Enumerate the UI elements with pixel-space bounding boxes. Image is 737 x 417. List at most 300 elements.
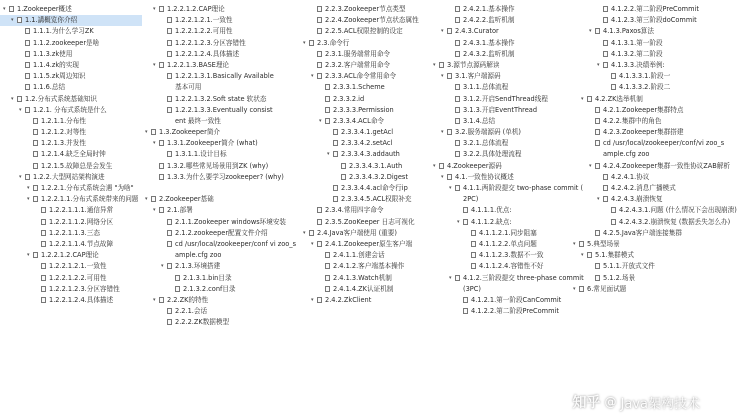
outline-item[interactable] bbox=[430, 161, 570, 172]
outline-item[interactable] bbox=[142, 49, 300, 60]
expand-arrow-icon[interactable]: ▾ bbox=[311, 296, 314, 303]
expand-arrow-icon[interactable]: ▾ bbox=[449, 274, 452, 281]
expand-arrow-icon[interactable]: ▾ bbox=[153, 140, 156, 147]
document-icon bbox=[41, 241, 46, 247]
outline-item-label: 1.2.1.2.对等性 bbox=[41, 128, 86, 137]
outline-item[interactable] bbox=[430, 26, 570, 37]
outline-item[interactable] bbox=[430, 183, 584, 194]
outline-item[interactable] bbox=[430, 38, 570, 49]
outline-item-label: 1.2.2.1.2.3.分区容错性 bbox=[49, 284, 120, 293]
outline-item[interactable] bbox=[570, 60, 720, 71]
outline-item[interactable] bbox=[570, 205, 737, 216]
outline-item[interactable] bbox=[0, 228, 142, 239]
expand-arrow-icon[interactable]: ▾ bbox=[153, 6, 156, 12]
outline-item[interactable] bbox=[430, 105, 570, 116]
outline-item[interactable] bbox=[430, 306, 570, 317]
outline-item[interactable] bbox=[570, 239, 720, 250]
outline-item-label: 1.2.2.1.分布式系统会遇 "为啥" bbox=[41, 184, 134, 192]
outline-item[interactable] bbox=[430, 228, 570, 239]
outline-item[interactable] bbox=[570, 273, 720, 284]
outline-item[interactable] bbox=[0, 26, 142, 37]
expand-arrow-icon[interactable]: ▾ bbox=[27, 185, 30, 191]
expand-arrow-icon[interactable]: ▾ bbox=[303, 229, 306, 236]
outline-item-label: 4.2.4.Zookeeper集群一致性协议ZAB解析 bbox=[603, 161, 731, 170]
document-icon bbox=[309, 230, 314, 236]
expand-arrow-icon[interactable]: ▾ bbox=[303, 39, 306, 46]
outline-item[interactable] bbox=[300, 94, 430, 105]
outline-item[interactable] bbox=[300, 194, 430, 205]
outline-item[interactable] bbox=[0, 250, 142, 261]
document-icon bbox=[471, 252, 476, 258]
outline-item-label: 4.1.2.3.第三阶段doCommit bbox=[611, 16, 697, 25]
outline-item[interactable] bbox=[430, 217, 570, 228]
document-icon bbox=[309, 40, 314, 46]
document-icon bbox=[455, 118, 460, 124]
document-icon bbox=[463, 207, 468, 213]
outline-item[interactable] bbox=[300, 71, 430, 82]
outline-item-label: 2.3.3.1.Scheme bbox=[333, 83, 385, 92]
document-icon bbox=[587, 96, 592, 102]
outline-item-label: 6.常见面试题 bbox=[587, 284, 627, 293]
outline-item-label: 2.1.部署 bbox=[167, 206, 193, 215]
outline-item[interactable] bbox=[142, 127, 300, 138]
outline-item[interactable] bbox=[142, 284, 300, 295]
document-icon bbox=[595, 129, 600, 135]
outline-item[interactable] bbox=[430, 4, 570, 15]
expand-arrow-icon[interactable]: ▾ bbox=[161, 263, 164, 270]
expand-arrow-icon[interactable]: ▾ bbox=[311, 73, 314, 80]
outline-item-label: 1.3.3.为什么要学习zookeeper? (why) bbox=[167, 172, 284, 181]
outline-item[interactable] bbox=[300, 273, 430, 284]
outline-item[interactable] bbox=[300, 4, 430, 15]
outline-item[interactable] bbox=[142, 94, 300, 105]
outline-item[interactable] bbox=[430, 49, 570, 60]
outline-item[interactable] bbox=[570, 26, 720, 37]
outline-item-label: 5.典型场景 bbox=[587, 239, 620, 248]
expand-arrow-icon[interactable]: ▾ bbox=[441, 129, 444, 136]
watermark-author: Java架构技术 bbox=[620, 396, 700, 412]
outline-item[interactable] bbox=[300, 38, 430, 49]
outline-item[interactable] bbox=[300, 172, 430, 183]
outline-item-label: 1.2.2.1.3.1.Basically Available bbox=[175, 72, 274, 81]
document-icon bbox=[603, 17, 608, 23]
expand-arrow-icon[interactable]: ▾ bbox=[319, 117, 322, 124]
outline-item-label: 1.2.2.1.3.3.Eventually consist bbox=[175, 105, 273, 114]
document-icon bbox=[595, 140, 600, 146]
outline-item-label: 4.2.3.Zookeeper集群搭建 bbox=[603, 128, 684, 137]
document-icon bbox=[167, 230, 172, 236]
outline-item[interactable] bbox=[0, 172, 142, 183]
document-icon bbox=[603, 174, 608, 180]
outline-item[interactable] bbox=[300, 261, 430, 272]
document-icon bbox=[159, 174, 164, 180]
outline-item-label: 2.3.2.客户端常用命令 bbox=[325, 60, 391, 69]
outline-item[interactable] bbox=[300, 105, 430, 116]
outline-item[interactable] bbox=[0, 105, 142, 116]
outline-item[interactable] bbox=[142, 273, 300, 284]
outline-item[interactable] bbox=[300, 284, 430, 295]
outline-item-label: 1.2.2.1.1.分布式系统带来的问题 bbox=[41, 195, 139, 204]
outline-item[interactable] bbox=[430, 273, 584, 284]
outline-item[interactable] bbox=[0, 273, 142, 284]
expand-arrow-icon[interactable]: ▾ bbox=[27, 252, 30, 259]
outline-item[interactable] bbox=[0, 15, 142, 26]
document-icon bbox=[325, 107, 330, 113]
outline-item[interactable] bbox=[430, 138, 570, 149]
document-icon bbox=[25, 84, 30, 90]
expand-arrow-icon[interactable]: ▾ bbox=[11, 95, 14, 102]
expand-arrow-icon[interactable]: ▾ bbox=[433, 162, 436, 169]
expand-arrow-icon[interactable]: ▾ bbox=[311, 240, 314, 247]
expand-arrow-icon[interactable]: ▾ bbox=[573, 240, 576, 247]
expand-arrow-icon[interactable]: ▾ bbox=[597, 196, 600, 203]
document-icon bbox=[33, 140, 38, 146]
outline-item[interactable] bbox=[300, 250, 430, 261]
document-icon bbox=[33, 252, 38, 258]
outline-item[interactable] bbox=[300, 26, 430, 37]
outline-item-label: 2.4.2.ZkClient bbox=[325, 295, 372, 304]
document-icon bbox=[317, 51, 322, 57]
outline-item[interactable] bbox=[300, 161, 430, 172]
outline-item[interactable] bbox=[142, 71, 300, 82]
outline-item[interactable] bbox=[300, 149, 430, 160]
document-icon bbox=[611, 84, 616, 90]
outline-item[interactable] bbox=[142, 306, 300, 317]
document-icon bbox=[317, 17, 322, 23]
document-icon bbox=[611, 219, 616, 225]
outline-item[interactable] bbox=[430, 239, 570, 250]
document-icon bbox=[25, 62, 30, 68]
outline-item[interactable] bbox=[142, 38, 300, 49]
outline-item[interactable] bbox=[300, 15, 430, 26]
outline-item[interactable] bbox=[142, 205, 300, 216]
outline-item-label: 4.1.2.2.第二阶段PreCommit bbox=[611, 5, 699, 13]
document-icon bbox=[595, 230, 600, 236]
outline-item[interactable] bbox=[300, 82, 430, 93]
document-icon bbox=[447, 28, 452, 34]
outline-item[interactable] bbox=[430, 15, 570, 26]
outline-item[interactable] bbox=[430, 194, 570, 205]
outline-item[interactable] bbox=[570, 49, 720, 60]
expand-arrow-icon[interactable]: ▾ bbox=[3, 6, 6, 12]
outline-item[interactable] bbox=[570, 161, 731, 172]
expand-arrow-icon[interactable]: ▾ bbox=[581, 95, 584, 102]
outline-item-label: 2.2.3.Zookeeper节点类型 bbox=[325, 5, 406, 13]
outline-item[interactable] bbox=[0, 38, 142, 49]
outline-item-label: 2.4.Java客户端使用 (重要) bbox=[317, 228, 397, 237]
outline-item[interactable] bbox=[142, 82, 300, 93]
outline-item[interactable] bbox=[142, 116, 300, 127]
outline-item-label: 1.2.2.1.2.1.一致性 bbox=[49, 262, 107, 271]
outline-item[interactable] bbox=[142, 26, 300, 37]
outline-item-label: 1.2.1.5.故障总是会发生 bbox=[41, 161, 113, 170]
document-icon bbox=[317, 207, 322, 213]
outline-item-label: 4.1.1.两阶段提交 two-phase commit ( bbox=[463, 184, 584, 192]
outline-item[interactable] bbox=[142, 317, 300, 328]
outline-item-label: 2.3.3.2.id bbox=[333, 94, 365, 103]
document-icon bbox=[17, 17, 22, 23]
outline-item[interactable] bbox=[430, 71, 570, 82]
outline-item[interactable] bbox=[0, 261, 142, 272]
outline-item[interactable] bbox=[300, 217, 430, 228]
expand-arrow-icon[interactable]: ▾ bbox=[573, 285, 576, 292]
outline-item-label: 4.1.1.1.优点: bbox=[471, 206, 512, 215]
document-icon bbox=[41, 297, 46, 303]
document-icon bbox=[587, 252, 592, 258]
document-icon bbox=[333, 185, 338, 191]
outline-item-label: 2.2.4.Zookeeper节点状态属性 bbox=[325, 16, 419, 25]
document-icon bbox=[33, 118, 38, 124]
document-icon bbox=[333, 151, 338, 157]
expand-arrow-icon[interactable]: ▾ bbox=[19, 106, 22, 113]
outline-item-label: 2.3.命令行 bbox=[317, 38, 350, 47]
outline-item[interactable] bbox=[0, 49, 142, 60]
outline-item[interactable] bbox=[300, 138, 430, 149]
expand-arrow-icon[interactable]: ▾ bbox=[449, 185, 452, 191]
outline-item[interactable] bbox=[430, 250, 570, 261]
outline-item-label: 2.4.1.3.Watch机制 bbox=[333, 273, 392, 282]
outline-item-label: 4.1.1.2.3.数据不一致 bbox=[479, 251, 544, 260]
outline-item[interactable] bbox=[142, 15, 300, 26]
outline-item[interactable] bbox=[0, 60, 142, 71]
document-icon bbox=[611, 73, 616, 79]
outline-item[interactable] bbox=[142, 60, 300, 71]
document-icon bbox=[25, 40, 30, 46]
expand-arrow-icon[interactable]: ▾ bbox=[19, 173, 22, 180]
outline-item[interactable] bbox=[142, 138, 300, 149]
outline-item[interactable] bbox=[142, 105, 300, 116]
outline-item-label: 1.2.2.1.3.BASE理论 bbox=[167, 60, 230, 69]
document-icon bbox=[603, 51, 608, 57]
outline-item-label: ent 最终一致性 bbox=[175, 116, 221, 125]
outline-item[interactable] bbox=[570, 138, 725, 149]
outline-item[interactable] bbox=[430, 116, 570, 127]
outline-item[interactable] bbox=[570, 217, 731, 228]
outline-item[interactable] bbox=[0, 284, 142, 295]
outline-item-label: 1.2.2.1.2.1.一致性 bbox=[175, 16, 233, 25]
outline-item[interactable] bbox=[570, 261, 720, 272]
document-icon bbox=[595, 28, 600, 34]
outline-item[interactable] bbox=[142, 161, 300, 172]
document-icon bbox=[167, 241, 172, 247]
document-icon bbox=[159, 140, 164, 146]
outline-item[interactable] bbox=[142, 4, 300, 15]
outline-item[interactable] bbox=[300, 183, 430, 194]
outline-item[interactable] bbox=[430, 295, 570, 306]
document-icon bbox=[175, 275, 180, 281]
expand-arrow-icon[interactable]: ▾ bbox=[327, 151, 330, 158]
outline-item[interactable] bbox=[570, 116, 720, 127]
outline-item-label: 1.3.1.1.设计目标 bbox=[175, 150, 227, 159]
outline-item[interactable] bbox=[300, 116, 430, 127]
outline-item[interactable] bbox=[570, 105, 720, 116]
outline-item[interactable] bbox=[0, 94, 142, 105]
outline-item[interactable] bbox=[570, 250, 720, 261]
document-icon bbox=[447, 174, 452, 180]
outline-item[interactable] bbox=[300, 205, 430, 216]
outline-item[interactable] bbox=[430, 172, 570, 183]
outline-item[interactable] bbox=[0, 138, 142, 149]
outline-item[interactable] bbox=[142, 183, 300, 194]
outline-item-label: 2.2.ZK的特性 bbox=[167, 295, 209, 304]
outline-item[interactable] bbox=[570, 94, 720, 105]
outline-item[interactable] bbox=[0, 205, 142, 216]
outline-item[interactable] bbox=[0, 116, 142, 127]
outline-item[interactable] bbox=[300, 295, 430, 306]
outline-item-label: 1.1.2.zookeeper是啥 bbox=[33, 38, 100, 47]
outline-item[interactable] bbox=[142, 217, 300, 228]
document-icon bbox=[595, 275, 600, 281]
outline-item-label: 2.2.5.ACL权限控制的设定 bbox=[325, 27, 403, 36]
outline-item-label: 2.1.1.Zookeeper windows环境安装 bbox=[175, 217, 287, 226]
outline-item[interactable] bbox=[0, 71, 142, 82]
outline-item-label: 1.1.6.总结 bbox=[33, 83, 66, 92]
outline-item[interactable] bbox=[0, 127, 142, 138]
outline-item[interactable] bbox=[0, 4, 142, 15]
outline-item-label: 3.1.3.开启EventThread bbox=[463, 105, 538, 114]
document-icon bbox=[595, 107, 600, 113]
outline-item[interactable] bbox=[430, 284, 570, 295]
outline-item[interactable] bbox=[430, 94, 570, 105]
expand-arrow-icon[interactable]: ▾ bbox=[153, 296, 156, 303]
outline-item[interactable] bbox=[570, 127, 720, 138]
outline-item[interactable] bbox=[142, 149, 300, 160]
outline-item[interactable] bbox=[300, 127, 430, 138]
outline-item[interactable] bbox=[142, 239, 300, 250]
outline-item-label: 1.2.2.1.1.1.通信异常 bbox=[49, 206, 114, 215]
outline-item-label: 1.3.Zookeeper简介 bbox=[159, 128, 221, 137]
outline-item-label: 2.2.1.会话 bbox=[175, 307, 208, 316]
outline-item-label: cd /usr/local/zookeeper/conf/vi zoo_s bbox=[603, 139, 725, 148]
outline-item-label: 2.3.3.ACL命令常用命令 bbox=[325, 72, 397, 81]
document-icon bbox=[603, 62, 608, 68]
expand-arrow-icon[interactable]: ▾ bbox=[27, 196, 30, 203]
document-icon bbox=[455, 185, 460, 191]
outline-item[interactable] bbox=[570, 71, 720, 82]
outline-item[interactable] bbox=[430, 60, 570, 71]
outline-item[interactable] bbox=[570, 228, 720, 239]
outline-item[interactable] bbox=[142, 261, 300, 272]
document-icon bbox=[333, 129, 338, 135]
document-icon bbox=[25, 174, 30, 180]
outline-item[interactable] bbox=[570, 82, 720, 93]
outline-item-label: 2.3.3.4.3.addauth bbox=[341, 150, 400, 159]
expand-arrow-icon[interactable]: ▾ bbox=[589, 162, 592, 169]
outline-item-label: 4.2.2.集群中的角色 bbox=[603, 116, 662, 125]
document-icon bbox=[317, 28, 322, 34]
expand-arrow-icon[interactable]: ▾ bbox=[441, 73, 444, 80]
outline-item-label: 1.1.5.zk周边知识 bbox=[33, 72, 86, 81]
document-icon bbox=[333, 140, 338, 146]
outline-item[interactable] bbox=[0, 161, 142, 172]
outline-item[interactable] bbox=[300, 239, 430, 250]
outline-item-label: 4.1.1.2.缺点: bbox=[471, 217, 512, 226]
outline-item-label: 1.2.2.1.2.2.可用性 bbox=[175, 27, 233, 36]
outline-item-label: 4.2.ZK选举机制 bbox=[595, 94, 643, 103]
outline-item[interactable] bbox=[300, 49, 430, 60]
outline-item-label: 2.4.1.1.创建会话 bbox=[333, 251, 385, 260]
outline-item[interactable] bbox=[0, 183, 142, 194]
outline-item[interactable] bbox=[0, 239, 142, 250]
outline-item[interactable] bbox=[0, 217, 142, 228]
outline-item[interactable] bbox=[0, 295, 142, 306]
outline-item[interactable] bbox=[142, 295, 300, 306]
document-icon bbox=[455, 51, 460, 57]
outline-item[interactable] bbox=[142, 194, 300, 205]
outline-item-label: 1.1.4.zk的实现 bbox=[33, 60, 79, 69]
document-icon bbox=[463, 219, 468, 225]
outline-item-label: 1.3.1.Zookeeper简介 (what) bbox=[167, 139, 258, 148]
outline-column-4 bbox=[430, 0, 584, 417]
outline-item-label: 1.2.2.1.3.2.Soft state 软状态 bbox=[175, 94, 267, 103]
outline-item[interactable] bbox=[570, 183, 720, 194]
outline-item[interactable] bbox=[430, 82, 570, 93]
document-icon bbox=[471, 263, 476, 269]
outline-item[interactable] bbox=[430, 261, 570, 272]
expand-arrow-icon[interactable]: ▾ bbox=[433, 61, 436, 68]
outline-item[interactable] bbox=[0, 194, 142, 205]
expand-arrow-icon[interactable]: ▾ bbox=[457, 218, 460, 225]
outline-item[interactable] bbox=[0, 149, 142, 160]
outline-item[interactable] bbox=[430, 127, 570, 138]
outline-item-label: 2.1.3.环境搭建 bbox=[175, 262, 221, 271]
expand-arrow-icon[interactable]: ▾ bbox=[153, 207, 156, 214]
outline-item-label: 2.4.1.4.ZK认证机制 bbox=[333, 284, 394, 293]
expand-arrow-icon[interactable]: ▾ bbox=[581, 252, 584, 259]
document-icon bbox=[447, 129, 452, 135]
outline-item[interactable] bbox=[570, 149, 720, 160]
outline-item[interactable] bbox=[430, 205, 570, 216]
outline-item[interactable] bbox=[570, 284, 720, 295]
outline-item-label: 1.2.2.1.2.3.分区容错性 bbox=[175, 38, 246, 47]
expand-arrow-icon[interactable]: ▾ bbox=[153, 61, 156, 68]
outline-item[interactable] bbox=[570, 172, 720, 183]
document-icon bbox=[455, 151, 460, 157]
document-icon bbox=[455, 275, 460, 281]
expand-arrow-icon[interactable]: ▾ bbox=[145, 129, 148, 136]
outline-item[interactable] bbox=[570, 38, 720, 49]
expand-arrow-icon[interactable]: ▾ bbox=[597, 61, 600, 68]
outline-item-label: 1.2.1.3.并发性 bbox=[41, 139, 86, 148]
outline-item[interactable] bbox=[300, 60, 430, 71]
outline-item[interactable] bbox=[142, 250, 300, 261]
expand-arrow-icon[interactable]: ▾ bbox=[589, 28, 592, 35]
outline-item[interactable] bbox=[430, 149, 570, 160]
outline-item[interactable] bbox=[570, 15, 720, 26]
expand-arrow-icon[interactable]: ▾ bbox=[11, 17, 14, 24]
outline-item[interactable] bbox=[570, 4, 720, 15]
outline-item-label: 1.2.2.1.2.4.具体描述 bbox=[175, 49, 240, 58]
outline-item[interactable] bbox=[300, 228, 430, 239]
expand-arrow-icon[interactable]: ▾ bbox=[145, 196, 148, 203]
outline-item[interactable] bbox=[142, 172, 300, 183]
outline-item[interactable] bbox=[0, 82, 142, 93]
outline-item-label: 2.3.1.服务端常用命令 bbox=[325, 49, 391, 58]
outline-item[interactable] bbox=[142, 228, 300, 239]
document-icon bbox=[471, 230, 476, 236]
expand-arrow-icon[interactable]: ▾ bbox=[441, 28, 444, 35]
document-icon bbox=[25, 51, 30, 57]
outline-item[interactable] bbox=[570, 194, 720, 205]
document-icon bbox=[611, 207, 616, 213]
document-icon bbox=[471, 241, 476, 247]
outline-item-label: 3.2.2.具体处理流程 bbox=[463, 150, 522, 159]
outline-item-label: 2PC) bbox=[463, 195, 479, 204]
expand-arrow-icon[interactable]: ▾ bbox=[441, 173, 444, 180]
document-icon bbox=[463, 308, 468, 314]
document-icon bbox=[603, 196, 608, 202]
outline-item-label: 2.3.3.4.1.getAcl bbox=[341, 128, 394, 137]
